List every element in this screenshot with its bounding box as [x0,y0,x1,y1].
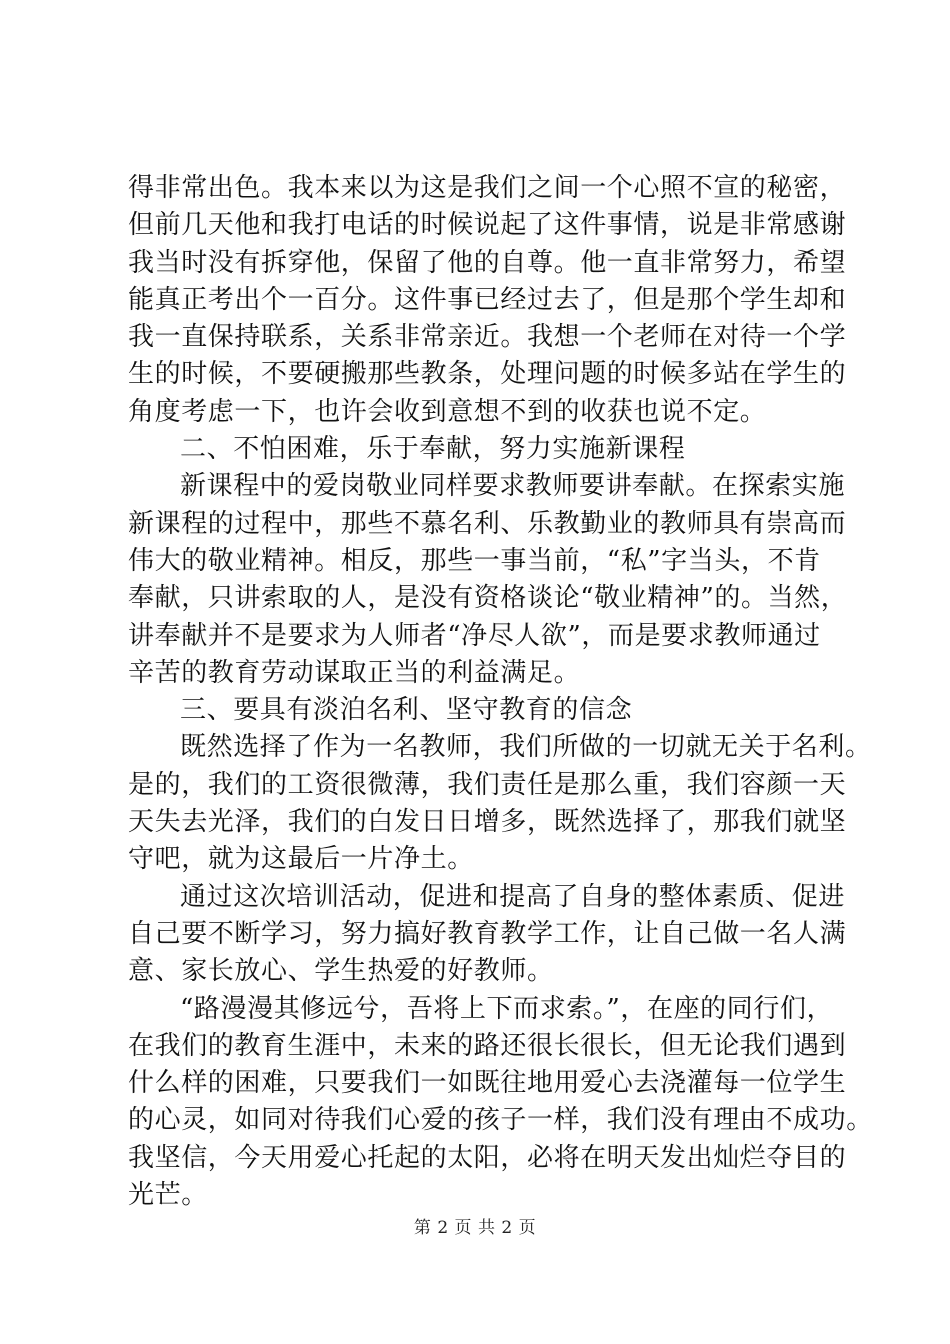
text-line: 天失去光泽，我们的白发日日增多，既然选择了，那我们就坚 [128,807,847,838]
document-body [128,170,873,1214]
text-line: 奉献，只讲索取的人，是没有资格谈论“敬业精神”的。当然， [128,583,848,614]
text-line: 在我们的教育生涯中，未来的路还很长很长，但无论我们遇到 [128,1030,847,1061]
text-line: 的心灵，如同对待我们心爱的孩子一样，我们没有理由不成功。 [128,1105,873,1136]
text-line: 既然选择了作为一名教师，我们所做的一切就无关于名利。 [180,732,872,763]
text-line: 光芒。 [128,1180,208,1211]
text-line: 能真正考出个一百分。这件事已经过去了，但是那个学生却和 [128,284,847,315]
text-line: 伟大的敬业精神。相反，那些一事当前，“私”字当头，不肯 [128,545,821,576]
text-line: 生的时候，不要硬搬那些教条，处理问题的时候多站在学生的 [128,359,847,390]
text-line: 自己要不断学习，努力搞好教育教学工作，让自己做一名人满 [128,918,847,949]
text-line: 得非常出色。我本来以为这是我们之间一个心照不宣的秘密， [128,173,847,203]
text-line: 是的，我们的工资很微薄，我们责任是那么重，我们容颜一天 [128,769,847,800]
text-line: 但前几天他和我打电话的时候说起了这件事情，说是非常感谢 [128,210,847,241]
text-line: 意、家长放心、学生热爱的好教师。 [128,956,554,987]
text-line: 我当时没有拆穿他，保留了他的自尊。他一直非常努力，希望 [128,247,847,278]
text-line: 我坚信，今天用爱心托起的太阳，必将在明天发出灿烂夺目的 [128,1142,847,1173]
text-line: 守吧，就为这最后一片净土。 [128,844,474,875]
text-line: 讲奉献并不是要求为人师者“净尽人欲”，而是要求教师通过 [128,620,821,651]
text-line: “路漫漫其修远兮，吾将上下而求索。”，在座的同行们， [180,993,834,1024]
text-line: 什么样的困难，只要我们一如既往地用爱心去浇灌每一位学生 [128,1068,847,1099]
text-line: 新课程的过程中，那些不慕名利、乐教勤业的教师具有崇高而 [128,508,847,539]
text-line: 新课程中的爱岗敬业同样要求教师要讲奉献。在探索实施 [180,471,846,502]
text-line: 通过这次培训活动，促进和提高了自身的整体素质、促进 [180,881,846,912]
text-line: 三、要具有淡泊名利、坚守教育的信念 [180,695,633,726]
text-line: 辛苦的教育劳动谋取正当的利益满足。 [128,657,581,688]
page-footer: 第 2 页 共 2 页 [413,1218,537,1238]
text-line: 我一直保持联系，关系非常亲近。我想一个老师在对待一个学 [128,322,847,353]
text-line: 二、不怕困难，乐于奉献，努力实施新课程 [180,434,686,465]
text-line: 角度考虑一下，也许会收到意想不到的收获也说不定。 [128,396,767,427]
